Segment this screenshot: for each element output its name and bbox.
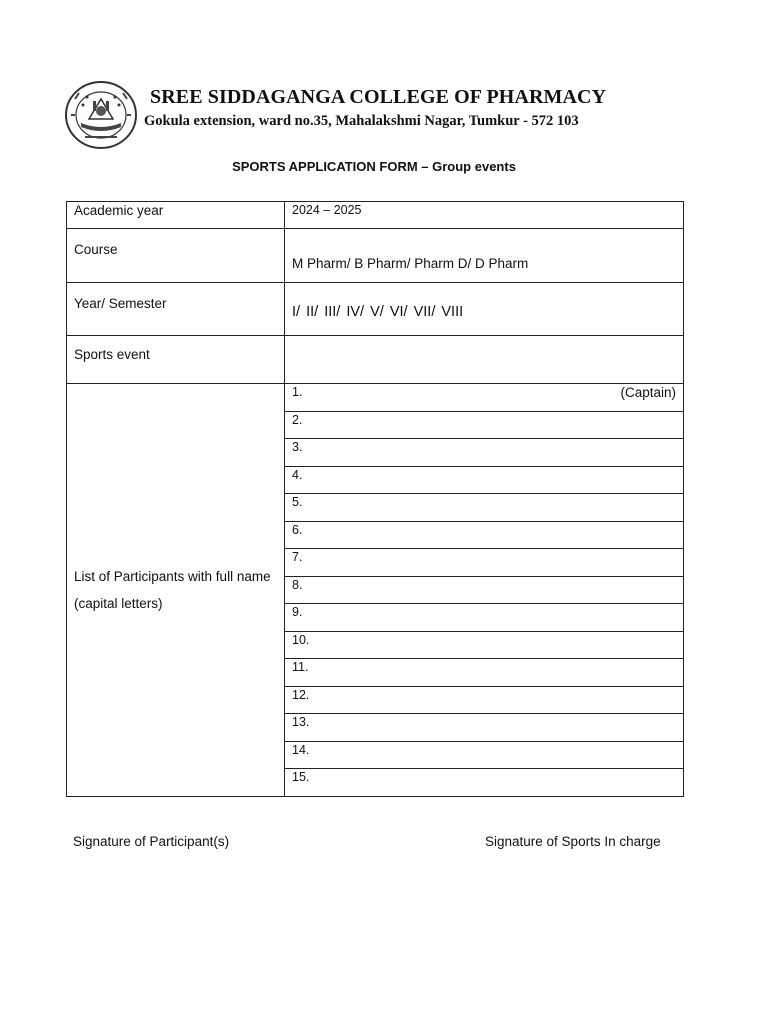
table-row <box>67 229 684 283</box>
participant-field-10[interactable] <box>285 631 684 659</box>
captain-note: (Captain) <box>620 385 676 400</box>
participant-number: 12. <box>292 687 310 702</box>
participant-number: 5. <box>292 495 303 509</box>
year-semester-label: Year/ Semester <box>67 283 285 336</box>
application-form-table <box>66 201 684 797</box>
participant-field-1[interactable] <box>285 384 684 412</box>
academic-year-value: 2024 – 2025 <box>285 202 684 229</box>
participant-number: 9. <box>292 605 303 619</box>
table-row <box>67 202 684 229</box>
course-value[interactable]: M Pharm/ B Pharm/ Pharm D/ D Pharm <box>285 229 684 283</box>
sports-event-label: Sports event <box>67 336 285 384</box>
participant-number: 13. <box>292 715 310 729</box>
participant-number: 11. <box>292 660 309 674</box>
participant-number: 6. <box>292 522 303 537</box>
course-label: Course <box>67 229 285 283</box>
participants-label: List of Participants with full name (capital letters) <box>67 384 285 797</box>
participant-field-2[interactable] <box>285 411 684 439</box>
college-logo <box>63 79 139 151</box>
participant-field-15[interactable] <box>285 769 684 797</box>
participant-row <box>67 384 684 412</box>
participant-field-14[interactable] <box>285 741 684 769</box>
participant-number: 1. <box>292 385 303 399</box>
participant-field-12[interactable] <box>285 686 684 714</box>
sports-event-field[interactable] <box>285 336 684 384</box>
participant-number: 3. <box>292 440 303 454</box>
participant-signature-label: Signature of Participant(s) <box>73 834 230 849</box>
participant-field-11[interactable] <box>285 659 684 687</box>
academic-year-label: Academic year <box>67 202 285 229</box>
participant-field-3[interactable] <box>285 439 684 467</box>
table-row <box>67 336 684 384</box>
form-title: SPORTS APPLICATION FORM – Group events <box>232 159 516 174</box>
participant-number: 8. <box>292 577 303 592</box>
year-semester-value[interactable]: I/ II/ III/ IV/ V/ VI/ VII/ VIII <box>285 283 684 336</box>
college-address: Gokula extension, ward no.35, Mahalakshmi Nagar, Tumkur - 572 103 <box>144 113 579 129</box>
participant-number: 2. <box>292 412 303 427</box>
sports-incharge-signature-label: Signature of Sports In charge <box>485 834 661 849</box>
college-name: SREE SIDDAGANGA COLLEGE OF PHARMACY <box>150 86 607 108</box>
participant-number: 10. <box>292 632 310 647</box>
participant-number: 14. <box>292 742 310 757</box>
participant-number: 7. <box>292 550 303 564</box>
college-emblem-icon <box>63 79 139 151</box>
participant-field-6[interactable] <box>285 521 684 549</box>
participant-field-5[interactable] <box>285 494 684 522</box>
participant-field-13[interactable] <box>285 714 684 742</box>
participant-field-9[interactable] <box>285 604 684 632</box>
participant-field-4[interactable] <box>285 466 684 494</box>
table-row <box>67 283 684 336</box>
participant-number: 4. <box>292 467 303 482</box>
participant-field-8[interactable] <box>285 576 684 604</box>
participant-number: 15. <box>292 770 310 784</box>
participant-field-7[interactable] <box>285 549 684 577</box>
